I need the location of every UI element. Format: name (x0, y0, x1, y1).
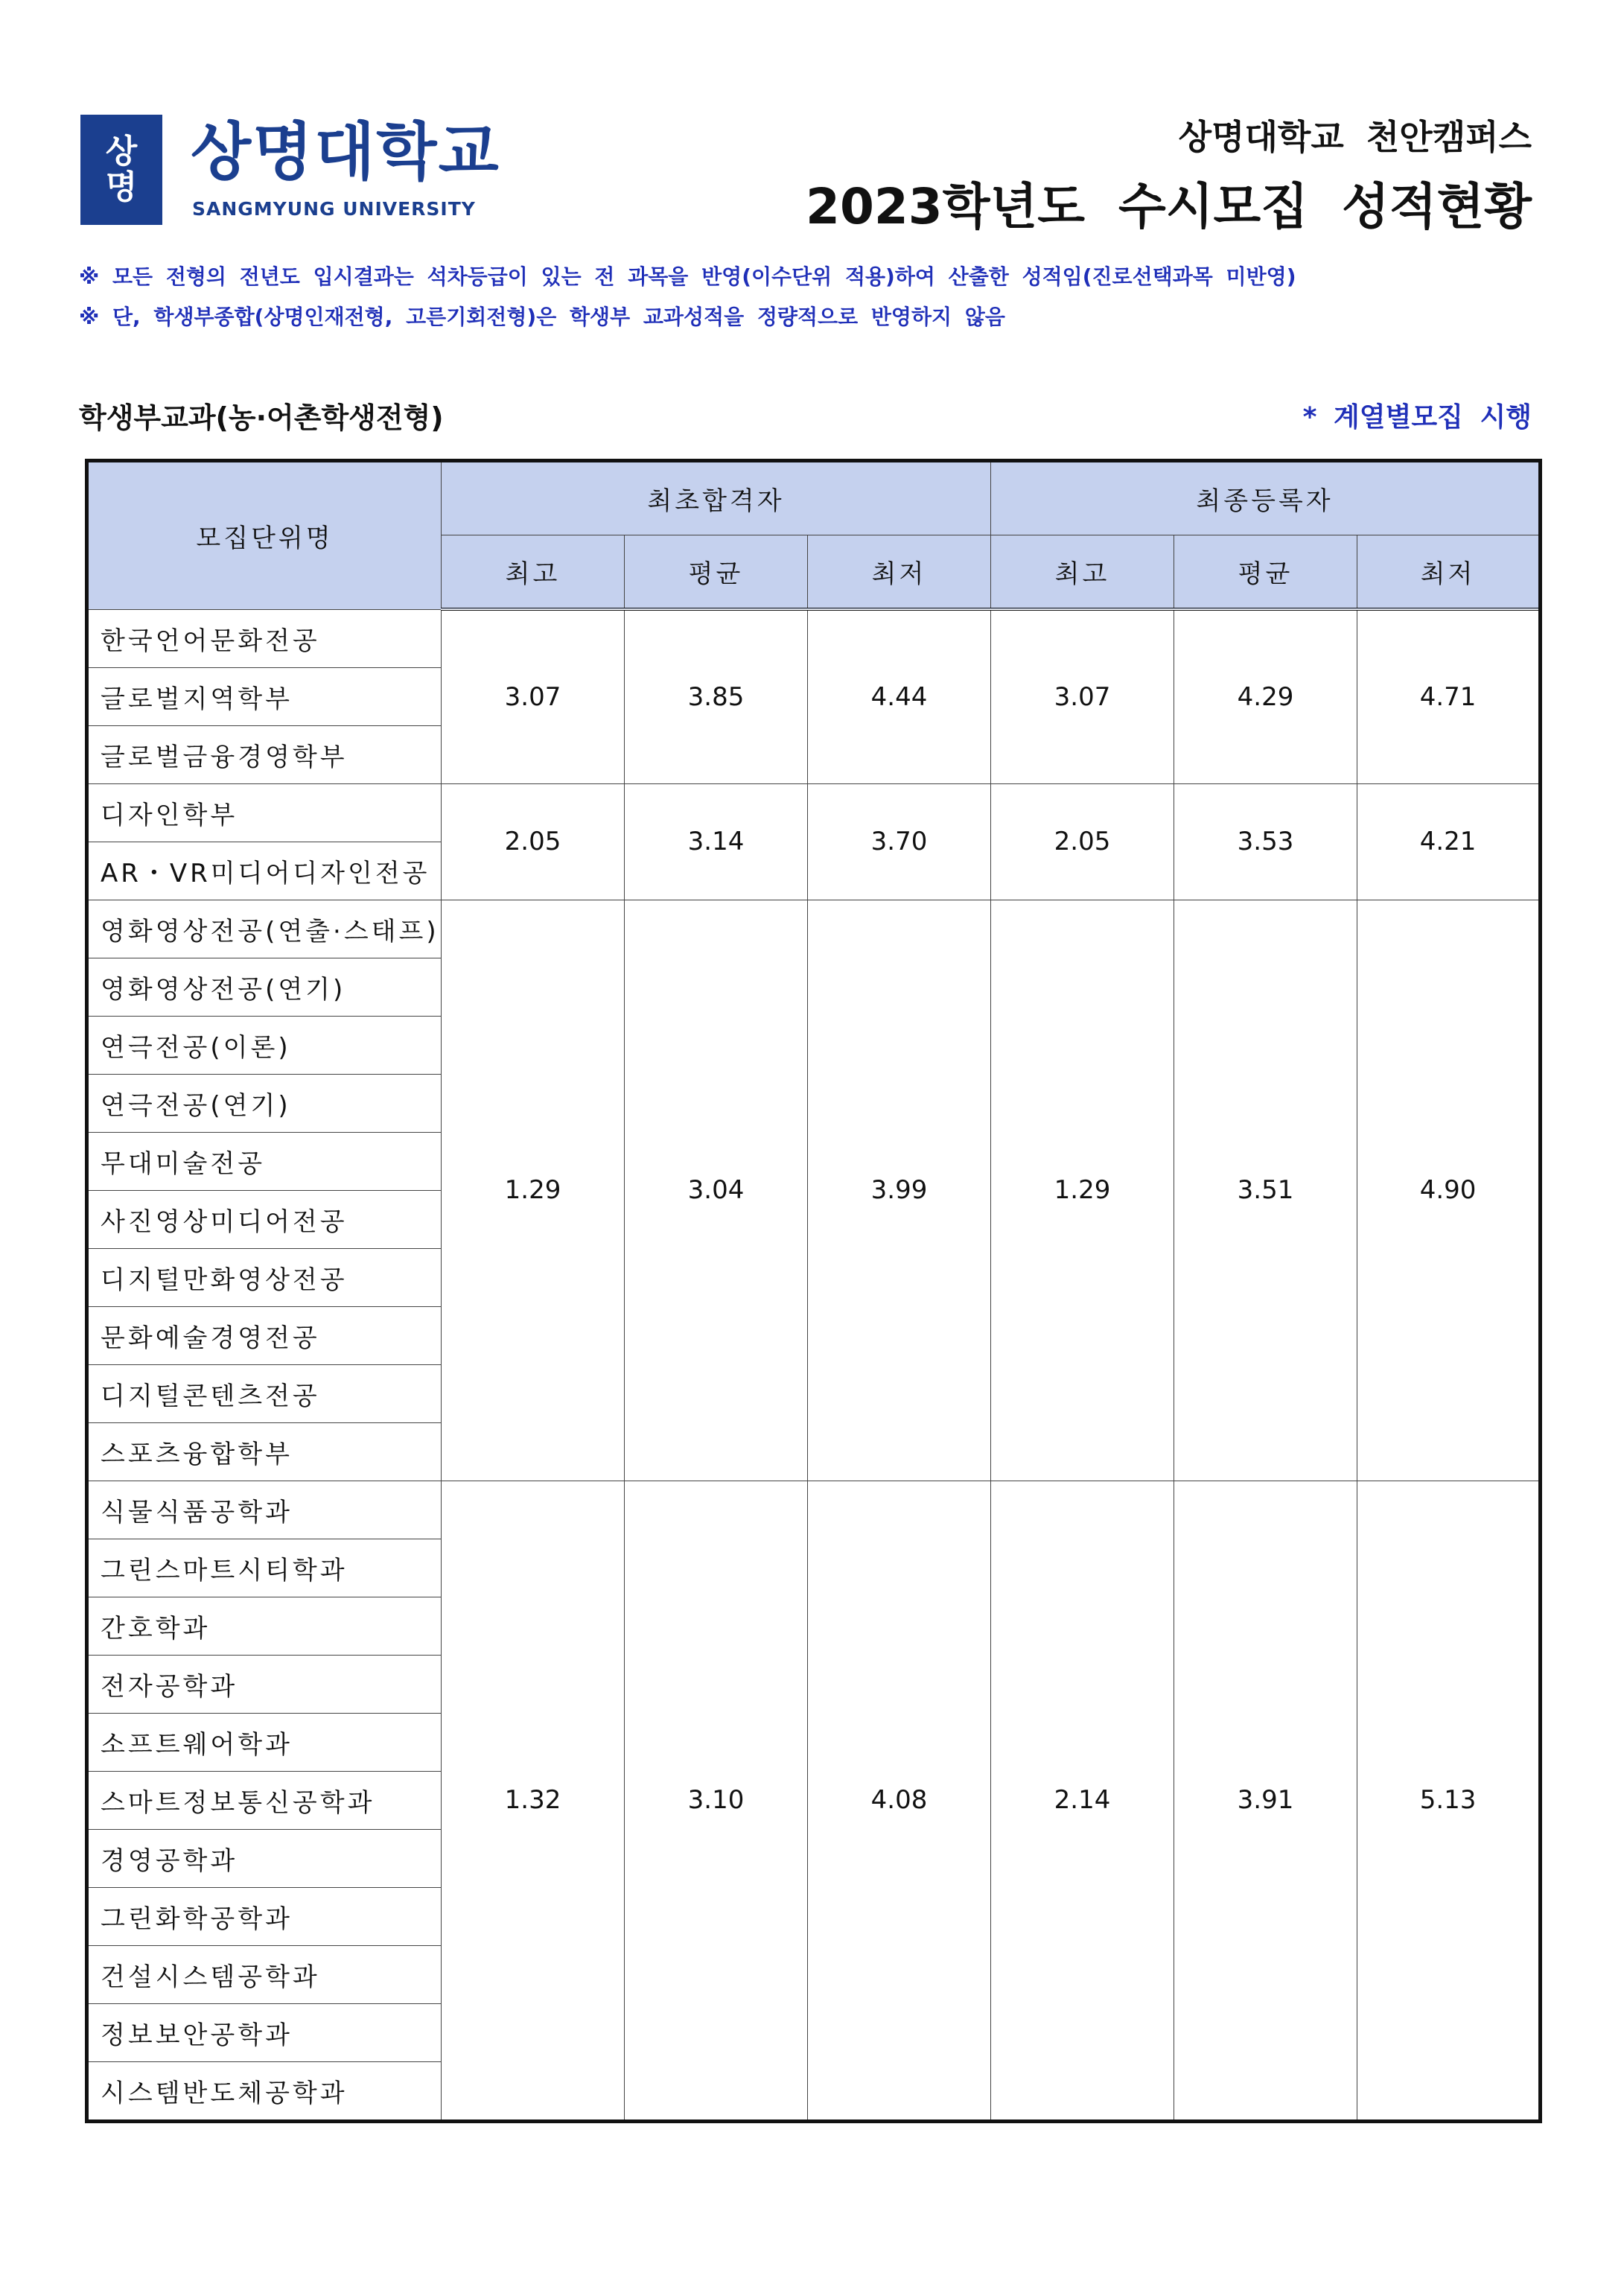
sub-header-avg: 평균 (1174, 535, 1357, 610)
table-row (87, 900, 1541, 958)
unit-name: 연극전공(이론) (87, 1016, 442, 1074)
sub-header-min: 최저 (808, 535, 991, 610)
unit-header: 모집단위명 (87, 461, 442, 610)
logo-emblem (80, 115, 162, 225)
score-value: 4.90 (1357, 900, 1541, 1481)
group-header-initial: 최초합격자 (442, 461, 991, 535)
score-value: 3.07 (442, 609, 625, 783)
score-value: 3.04 (625, 900, 808, 1481)
unit-name: 디지털만화영상전공 (87, 1248, 442, 1306)
unit-name: 사진영상미디어전공 (87, 1190, 442, 1248)
section-title: 학생부교과(농·어촌학생전형) (79, 401, 444, 434)
score-value: 2.05 (991, 783, 1174, 900)
score-value: 1.29 (442, 900, 625, 1481)
unit-name: 디지털콘텐츠전공 (87, 1364, 442, 1422)
unit-name: 그린스마트시티학과 (87, 1539, 442, 1597)
unit-name: 스마트정보통신공학과 (87, 1771, 442, 1829)
unit-name: 경영공학과 (87, 1829, 442, 1887)
score-table (85, 459, 1542, 2123)
unit-name: 무대미술전공 (87, 1132, 442, 1190)
section-note: * 계열별모집 시행 (1302, 402, 1532, 433)
unit-name: 식물식품공학과 (87, 1481, 442, 1539)
score-value: 3.91 (1174, 1481, 1357, 2121)
sub-header-max: 최고 (991, 535, 1174, 610)
unit-name: 정보보안공학과 (87, 2003, 442, 2061)
group-header-final: 최종등록자 (991, 461, 1541, 535)
unit-name: 전자공학과 (87, 1655, 442, 1713)
unit-name: 연극전공(연기) (87, 1074, 442, 1132)
score-value: 3.85 (625, 609, 808, 783)
unit-name: AR・VR미디어디자인전공 (87, 842, 442, 900)
score-value: 3.07 (991, 609, 1174, 783)
score-value: 3.99 (808, 900, 991, 1481)
campus-name: 상명대학교 천안캠퍼스 (1178, 117, 1532, 157)
note-line: ※ 모든 전형의 전년도 입시결과는 석차등급이 있는 전 과목을 반영(이수단위 적용)하여 산출한 성적임(진로선택과목 미반영) (79, 264, 1296, 289)
unit-name: 소프트웨어학과 (87, 1713, 442, 1771)
score-value: 4.29 (1174, 609, 1357, 783)
note-line: ※ 단, 학생부종합(상명인재전형, 고른기회전형)은 학생부 교과성적을 정량적으로 반영하지 않음 (79, 305, 1005, 329)
score-value: 1.29 (991, 900, 1174, 1481)
unit-name: 글로벌지역학부 (87, 667, 442, 725)
score-value: 4.71 (1357, 609, 1541, 783)
unit-name: 영화영상전공(연출·스태프) (87, 900, 442, 958)
unit-name: 간호학과 (87, 1597, 442, 1655)
score-value: 2.14 (991, 1481, 1174, 2121)
score-value: 4.08 (808, 1481, 991, 2121)
university-logo (80, 115, 500, 225)
unit-name: 영화영상전공(연기) (87, 958, 442, 1016)
score-value: 3.10 (625, 1481, 808, 2121)
table-row (87, 783, 1541, 842)
logo-emblem-char: 상 (105, 133, 138, 171)
unit-name: 디자인학부 (87, 783, 442, 842)
score-value: 1.32 (442, 1481, 625, 2121)
score-value: 2.05 (442, 783, 625, 900)
unit-name: 문화예술경영전공 (87, 1306, 442, 1364)
unit-name: 그린화학공학과 (87, 1887, 442, 1945)
score-value: 4.21 (1357, 783, 1541, 900)
table-body (87, 609, 1541, 2121)
unit-name: 시스템반도체공학과 (87, 2061, 442, 2121)
score-value: 3.14 (625, 783, 808, 900)
score-value: 3.70 (808, 783, 991, 900)
score-value: 3.51 (1174, 900, 1357, 1481)
logo-emblem-char: 명 (105, 168, 138, 206)
logo-name-en: SANGMYUNG UNIVERSITY (192, 198, 476, 220)
unit-name: 한국언어문화전공 (87, 609, 442, 667)
score-value: 5.13 (1357, 1481, 1541, 2121)
unit-name: 스포츠융합학부 (87, 1422, 442, 1481)
unit-name: 건설시스템공학과 (87, 1945, 442, 2003)
score-value: 4.44 (808, 609, 991, 783)
sub-header-avg: 평균 (625, 535, 808, 610)
unit-name: 글로벌금융경영학부 (87, 725, 442, 783)
sub-header-max: 최고 (442, 535, 625, 610)
sub-header-min: 최저 (1357, 535, 1541, 610)
page-title: 2023학년도 수시모집 성적현황 (806, 178, 1532, 235)
score-value: 3.53 (1174, 783, 1357, 900)
logo-name-kr: 상명대학교 (191, 115, 500, 188)
table-row (87, 1481, 1541, 1539)
table-row (87, 609, 1541, 667)
